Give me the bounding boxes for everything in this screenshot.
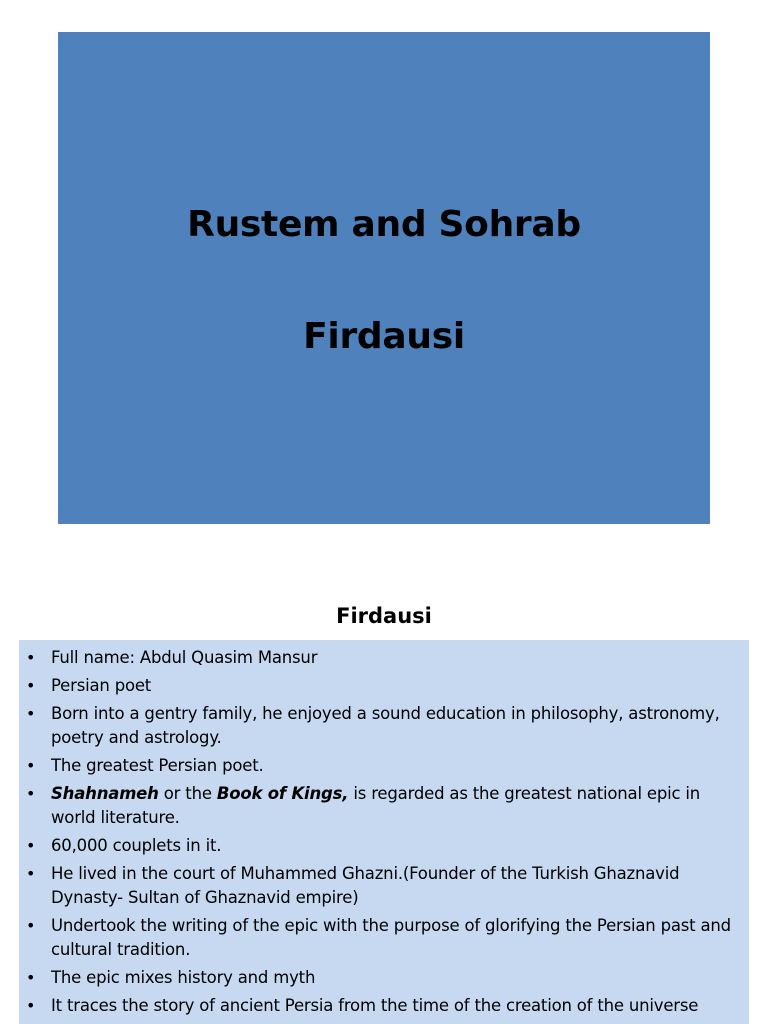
bullet-item — [19, 862, 749, 910]
bullet-item — [19, 994, 749, 1018]
bullet-dot-icon: • — [26, 648, 36, 667]
bullet-item — [19, 834, 749, 858]
bullet-dot-icon: • — [26, 836, 36, 855]
bullet-list — [19, 640, 749, 1018]
bullet-text-connector: or the — [158, 784, 217, 803]
bullet-dot-icon: • — [26, 916, 36, 935]
bullet-item — [19, 754, 749, 778]
bullet-item — [19, 782, 749, 830]
bullet-text: Undertook the writing of the epic with the purpose of glorifying the Persian past and cultural tradition. — [51, 916, 731, 959]
bullet-text: The greatest Persian poet. — [51, 756, 264, 775]
bullet-dot-icon: • — [26, 704, 36, 723]
bullet-item — [19, 914, 749, 962]
bullet-item — [19, 702, 749, 750]
bullet-dot-icon: • — [26, 784, 36, 803]
bullet-dot-icon: • — [26, 756, 36, 775]
bullet-dot-icon: • — [26, 864, 36, 883]
bullet-item — [19, 966, 749, 990]
bullet-text: The epic mixes history and myth — [51, 968, 316, 987]
bullet-text: 60,000 couplets in it. — [51, 836, 222, 855]
bullet-text: Full name: Abdul Quasim Mansur — [51, 648, 318, 667]
slide-title: Rustem and Sohrab — [187, 204, 581, 245]
bullet-text: He lived in the court of Muhammed Ghazni.(Founder of the Turkish Ghaznavid Dynasty- Sultan of Ghaznavid empire) — [51, 864, 680, 907]
bullet-text: Born into a gentry family, he enjoyed a sound education in philosophy, astronomy, poetry and astrology. — [51, 704, 720, 747]
slide-subtitle-author: Firdausi — [303, 316, 465, 357]
bullet-item — [19, 646, 749, 670]
bullet-dot-icon: • — [26, 676, 36, 695]
title-slide — [58, 32, 710, 524]
bullet-dot-icon: • — [26, 968, 36, 987]
bullet-text: It traces the story of ancient Persia from the time of the creation of the universe — [51, 996, 699, 1015]
content-box — [19, 640, 749, 1024]
section-heading: Firdausi — [336, 604, 432, 628]
bullet-text: is regarded as the greatest national epic in world literature. — [51, 784, 701, 827]
book-title-book-of-kings: Book of Kings, — [216, 784, 349, 803]
book-title-shahnameh: Shahnameh — [51, 784, 159, 803]
bullet-item — [19, 674, 749, 698]
bullet-dot-icon: • — [26, 996, 36, 1015]
bullet-text: Persian poet — [51, 676, 152, 695]
